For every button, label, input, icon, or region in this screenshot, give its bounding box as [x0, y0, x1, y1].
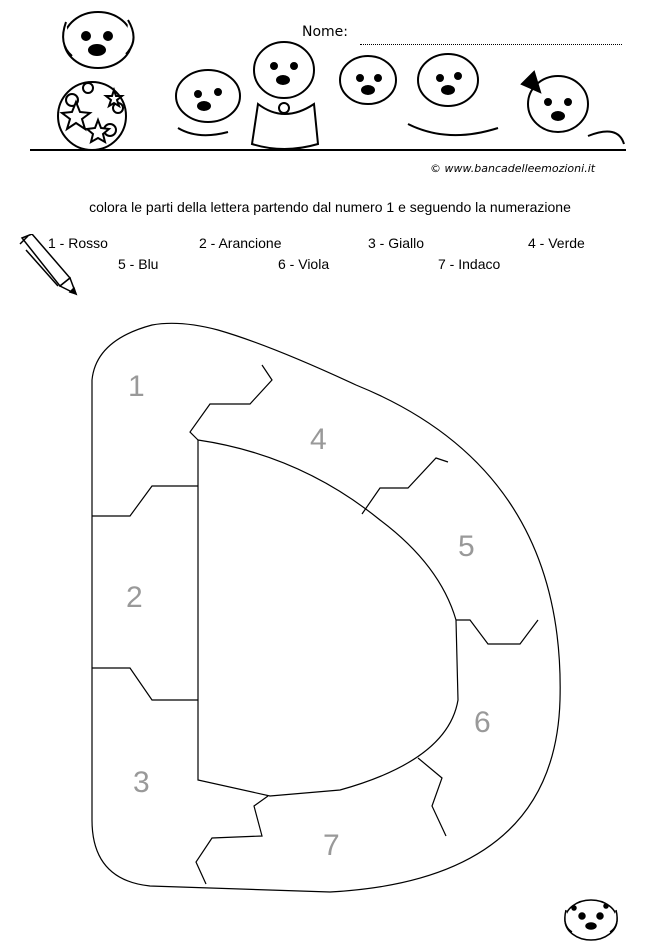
instruction-text: colora le parti della lettera partendo dal numero 1 e seguendo la numerazione: [89, 199, 571, 215]
legend-item-giallo: 3 - Giallo: [368, 235, 425, 251]
divider-4-5: [362, 458, 448, 514]
letter-inner-outline: [198, 440, 458, 796]
copyright-text: © www.bancadelleemozioni.it: [430, 162, 596, 175]
divider-5-6: [456, 620, 538, 644]
puppy-face-icon: [560, 892, 622, 944]
region-number-6: 6: [474, 706, 491, 739]
legend-item-rosso: 1 - Rosso: [48, 235, 108, 251]
letter-outer-outline: [92, 323, 560, 892]
divider-1-4: [190, 365, 272, 440]
legend-item-viola: 6 - Viola: [278, 256, 330, 272]
name-label: Nome:: [302, 24, 349, 40]
region-number-5: 5: [458, 530, 475, 563]
region-number-7: 7: [323, 829, 340, 862]
legend-item-verde: 4 - Verde: [528, 235, 585, 251]
legend-item-indaco: 7 - Indaco: [438, 256, 501, 272]
divider-6-7: [418, 758, 446, 836]
divider-1-2: [92, 486, 198, 516]
divider-2-3: [92, 668, 198, 700]
region-number-2: 2: [126, 581, 143, 614]
region-number-1: 1: [128, 370, 145, 403]
region-number-3: 3: [133, 766, 150, 799]
legend-item-blu: 5 - Blu: [118, 256, 159, 272]
legend-item-arancione: 2 - Arancione: [199, 235, 282, 251]
region-number-4: 4: [310, 423, 327, 456]
divider-3-7: [196, 796, 268, 884]
